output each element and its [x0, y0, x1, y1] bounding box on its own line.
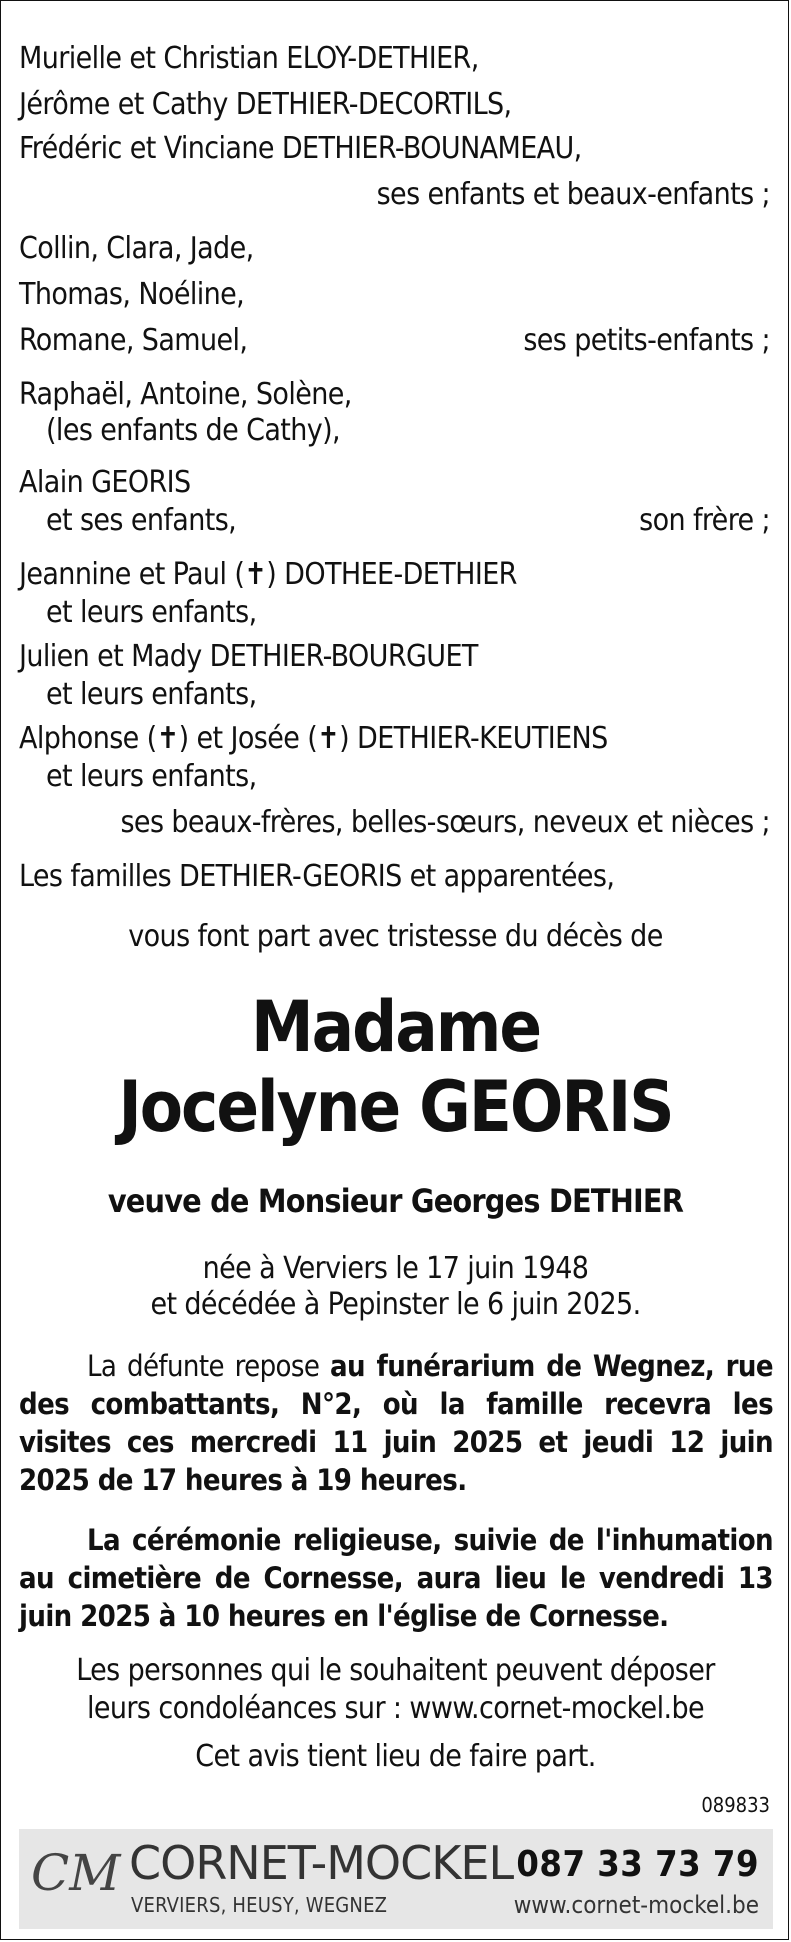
- family-line: Murielle et Christian ELOY-DETHIER,: [19, 41, 479, 76]
- relation-label: son frère ;: [639, 503, 770, 538]
- funeral-home-banner: [19, 1829, 773, 1929]
- condolences-line: leurs condoléances sur : www.cornet-mockel.be: [86, 1691, 704, 1726]
- reference-number: 089833: [701, 1793, 770, 1817]
- family-line: Jeannine et Paul (✝) DOTHEE-DETHIER: [19, 557, 517, 592]
- family-line: Collin, Clara, Jade,: [19, 231, 254, 266]
- family-line: Les familles DETHIER-GEORIS et apparentées,: [19, 859, 615, 894]
- visitation-intro: La défunte repose: [87, 1349, 331, 1383]
- family-line: Alain GEORIS: [19, 465, 191, 500]
- family-line: Alphonse (✝) et Josée (✝) DETHIER-KEUTIENS: [19, 721, 608, 756]
- condolences-line: Les personnes qui le souhaitent peuvent déposer: [76, 1653, 715, 1688]
- family-line: Thomas, Noéline,: [19, 277, 245, 312]
- visitation-details: au funérarium de Wegnez, rue des combattants, N°2, où la famille recevra les visites ces mercredi 11 juin 2025 et jeudi 12 juin 2025 de 17 heures à 19 heures.: [19, 1349, 773, 1497]
- family-line: (les enfants de Cathy),: [46, 413, 341, 448]
- funeral-home-website: www.cornet-mockel.be: [513, 1891, 759, 1919]
- family-line: Julien et Mady DETHIER-BOURGUET: [19, 639, 478, 674]
- announcement: vous font part avec tristesse du décès de: [128, 919, 663, 954]
- funeral-home-logo: CM: [31, 1844, 121, 1902]
- ceremony-paragraph: La cérémonie religieuse, suivie de l'inhumation au cimetière de Cornesse, aura lieu le vendredi 13 juin 2025 à 10 heures en l'église de Cornesse.: [19, 1523, 773, 1633]
- deceased-title: Madame: [250, 986, 541, 1068]
- death-info: et décédée à Pepinster le 6 juin 2025.: [150, 1287, 641, 1322]
- relation-label: ses petits-enfants ;: [523, 323, 770, 358]
- family-line: et leurs enfants,: [46, 677, 257, 712]
- family-line: Raphaël, Antoine, Solène,: [19, 377, 352, 412]
- deceased-name: Jocelyne GEORIS: [118, 1066, 673, 1148]
- family-line: Romane, Samuel,: [19, 323, 248, 358]
- visitation-paragraph: [19, 1347, 773, 1499]
- family-line: Jérôme et Cathy DETHIER-DECORTILS,: [19, 87, 512, 122]
- family-line: et leurs enfants,: [46, 759, 257, 794]
- funeral-home-phone: 087 33 73 79: [516, 1844, 759, 1885]
- family-line: et leurs enfants,: [46, 595, 257, 630]
- funeral-home-locations: VERVIERS, HEUSY, WEGNEZ: [131, 1893, 388, 1917]
- relation-label: ses beaux-frères, belles-sœurs, neveux et nièces ;: [120, 805, 770, 840]
- widow-of: veuve de Monsieur Georges DETHIER: [107, 1182, 684, 1220]
- notice-line: Cet avis tient lieu de faire part.: [195, 1739, 596, 1774]
- birth-info: née à Verviers le 17 juin 1948: [202, 1251, 589, 1286]
- family-line: et ses enfants,: [46, 503, 237, 538]
- relation-label: ses enfants et beaux-enfants ;: [376, 177, 770, 212]
- funeral-home-name: CORNET-MOCKEL: [129, 1836, 514, 1890]
- family-line: Frédéric et Vinciane DETHIER-BOUNAMEAU,: [19, 131, 582, 166]
